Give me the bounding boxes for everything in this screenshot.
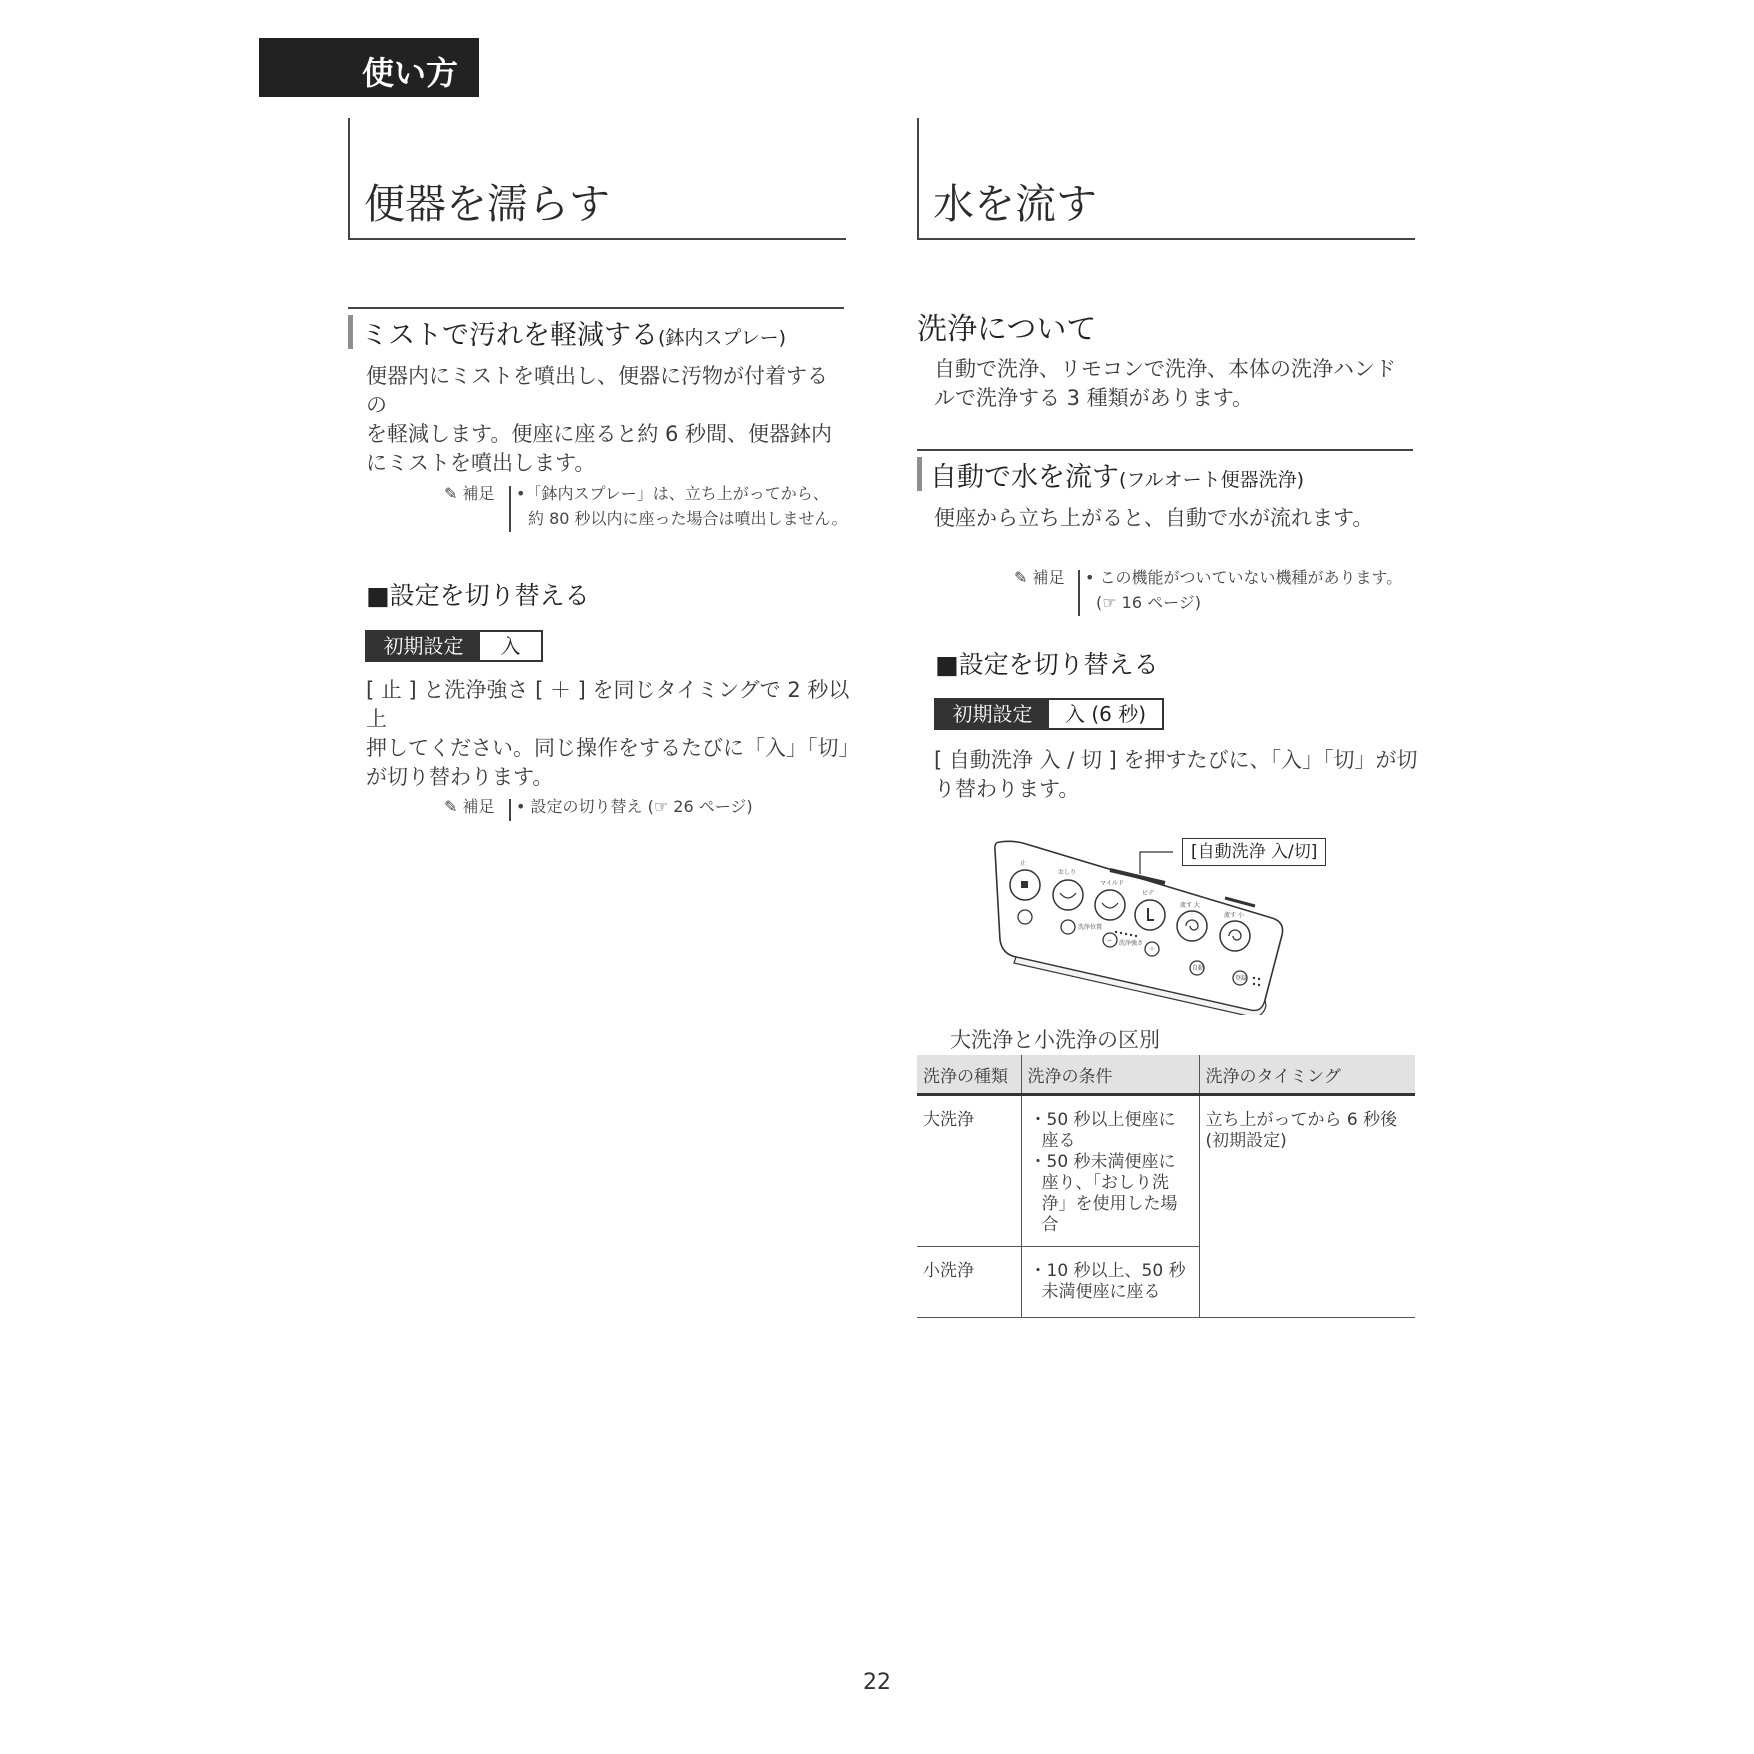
table-header: 洗浄の条件 xyxy=(1021,1055,1199,1095)
note-divider xyxy=(509,799,511,821)
indicator-dot xyxy=(1258,984,1260,986)
position-button xyxy=(1061,920,1075,934)
table-header: 洗浄の種類 xyxy=(917,1055,1021,1095)
pencil-icon: ✎ xyxy=(1014,568,1028,587)
indicator-dot xyxy=(1120,932,1122,934)
table-cell: 立ち上がってから 6 秒後 (初期設定) xyxy=(1199,1095,1415,1318)
note-label-text: 補足 xyxy=(462,797,495,816)
text-line: り替わります。 xyxy=(934,777,1080,801)
indicator-dot xyxy=(1135,935,1137,937)
indicator-dot xyxy=(1130,934,1132,936)
left-paragraph-1 xyxy=(366,362,846,478)
right-initial-setting-box xyxy=(934,698,1164,730)
text-line: [ 自動洗浄 入 / 切 ] を押すたびに、「入」「切」が切 xyxy=(934,748,1418,772)
note-line: 約 80 秒以内に座った場合は噴出しません。 xyxy=(528,509,848,528)
note-line: •「鉢内スプレー」は、立ち上がってから、 xyxy=(516,484,829,503)
right-paragraph-3 xyxy=(934,746,1424,804)
callout-leader xyxy=(1140,852,1173,874)
page-number: 22 xyxy=(863,1670,891,1695)
text-line: 便器内にミストを噴出し、便器に汚物が付着するの xyxy=(366,364,828,417)
right-note xyxy=(1014,566,1414,618)
right-sub-heading-1: 洗浄について xyxy=(917,312,1097,347)
right-sub-heading-2 xyxy=(917,449,1413,493)
label-register: 登録 xyxy=(1235,975,1248,982)
right-paragraph-1 xyxy=(934,355,1424,413)
label-flush-small: 流す 小 xyxy=(1224,912,1244,919)
left-initial-setting-box xyxy=(365,630,543,662)
setting-key: 初期設定 xyxy=(936,700,1049,728)
flush-big-button xyxy=(1177,911,1207,941)
chapter-tab xyxy=(259,38,479,97)
left-sub-title: ミストで汚れを軽減する xyxy=(361,320,658,351)
table-caption: 大洗浄と小洗浄の区別 xyxy=(950,1028,1160,1052)
text-line: にミストを噴出します。 xyxy=(366,451,596,475)
label-flush-big: 流す 大 xyxy=(1180,902,1200,909)
note-line: • 設定の切り替え (☞ 26 ページ) xyxy=(516,797,753,816)
right-sub-title-small: (フルオート便器洗浄) xyxy=(1119,469,1305,491)
auto-flush-callout-label: [自動洗浄 入/切] xyxy=(1182,838,1326,866)
sub-heading-bar xyxy=(348,315,353,349)
label-minus: − xyxy=(1107,937,1113,944)
condition-item: ・50 秒以上便座に座る xyxy=(1029,1110,1176,1151)
small-button xyxy=(1018,910,1032,924)
indicator-dot xyxy=(1253,977,1255,979)
note-label xyxy=(444,795,495,819)
left-section-heading xyxy=(348,118,846,240)
text-line: 押してください。同じ操作をするたびに「入」「切」 xyxy=(366,736,860,760)
label-stop: 止 xyxy=(1020,860,1027,867)
condition-item: ・50 秒未満便座に座り、「おしり洗浄」を使用した場合 xyxy=(1029,1152,1178,1235)
mild-button xyxy=(1095,890,1125,920)
indicator-dot xyxy=(1125,933,1127,935)
text-line: が切り替わります。 xyxy=(366,765,554,789)
chapter-tab-label: 使い方 xyxy=(362,54,459,92)
indicator-dot xyxy=(1253,983,1255,985)
text-line: を軽減します。便座に座ると約 6 秒間、便器鉢内 xyxy=(366,422,833,446)
label-auto: 自動 xyxy=(1192,965,1205,972)
label-position: 洗浄位置 xyxy=(1078,924,1103,931)
right-section-title: 水を流す xyxy=(933,180,1097,228)
text-line: [ 止 ] と洗浄強さ [ ＋ ] を同じタイミングで 2 秒以上 xyxy=(366,678,850,731)
condition-item: ・10 秒以上、50 秒未満便座に座る xyxy=(1029,1261,1186,1302)
note-line: • この機能がついていない機種があります。 xyxy=(1085,568,1403,587)
left-sub-title-small: (鉢内スプレー) xyxy=(658,327,787,349)
left-note-1 xyxy=(444,482,864,534)
left-paragraph-2 xyxy=(366,676,860,792)
left-sub-heading xyxy=(348,307,844,351)
table-cell xyxy=(1021,1095,1199,1247)
label-strength: 洗浄強さ xyxy=(1119,940,1144,947)
table-header: 洗浄のタイミング xyxy=(1199,1055,1415,1095)
note-label xyxy=(444,482,495,506)
stop-icon xyxy=(1021,881,1028,888)
pencil-icon: ✎ xyxy=(444,484,458,503)
note-line: (☞ 16 ページ) xyxy=(1096,593,1202,612)
bidet-button xyxy=(1135,900,1165,930)
note-divider xyxy=(509,486,511,532)
right-setting-heading: ■設定を切り替える xyxy=(935,650,1159,679)
flush-small-button xyxy=(1220,921,1250,951)
table-header-row xyxy=(917,1055,1415,1095)
label-oshiri: おしり xyxy=(1058,869,1077,876)
label-plus: ＋ xyxy=(1149,946,1156,953)
right-paragraph-2: 便座から立ち上がると、自動で水が流れます。 xyxy=(934,506,1374,530)
table-cell: 小洗浄 xyxy=(917,1247,1021,1318)
indicator-dot xyxy=(1115,931,1117,933)
note-label-text: 補足 xyxy=(462,484,495,503)
setting-value: 入 xyxy=(500,634,521,658)
sub-heading-bar xyxy=(917,457,922,491)
oshiri-button xyxy=(1053,880,1083,910)
table-cell xyxy=(1021,1247,1199,1318)
table-cell: 大洗浄 xyxy=(923,1110,974,1130)
text-line: 自動で洗浄、リモコンで洗浄、本体の洗浄ハンド xyxy=(934,357,1396,381)
left-note-2 xyxy=(444,795,824,821)
label-mild: マイルド xyxy=(1100,880,1124,887)
note-label-text: 補足 xyxy=(1032,568,1065,587)
label-bidet: ビデ xyxy=(1142,890,1155,897)
right-section-heading xyxy=(917,118,1415,240)
setting-value: 入 (6 秒) xyxy=(1064,702,1147,726)
right-sub-title: 自動で水を流す xyxy=(930,462,1119,493)
left-setting-heading: ■設定を切り替える xyxy=(366,581,590,610)
note-divider xyxy=(1078,570,1080,616)
note-label xyxy=(1014,566,1065,590)
setting-key: 初期設定 xyxy=(367,632,480,660)
flush-type-table xyxy=(917,1055,1415,1318)
text-line: ルで洗浄する 3 種類があります。 xyxy=(934,386,1254,410)
table-row xyxy=(917,1095,1415,1247)
indicator-dot xyxy=(1258,978,1260,980)
left-section-title: 便器を濡らす xyxy=(364,180,610,228)
pencil-icon: ✎ xyxy=(444,797,458,816)
